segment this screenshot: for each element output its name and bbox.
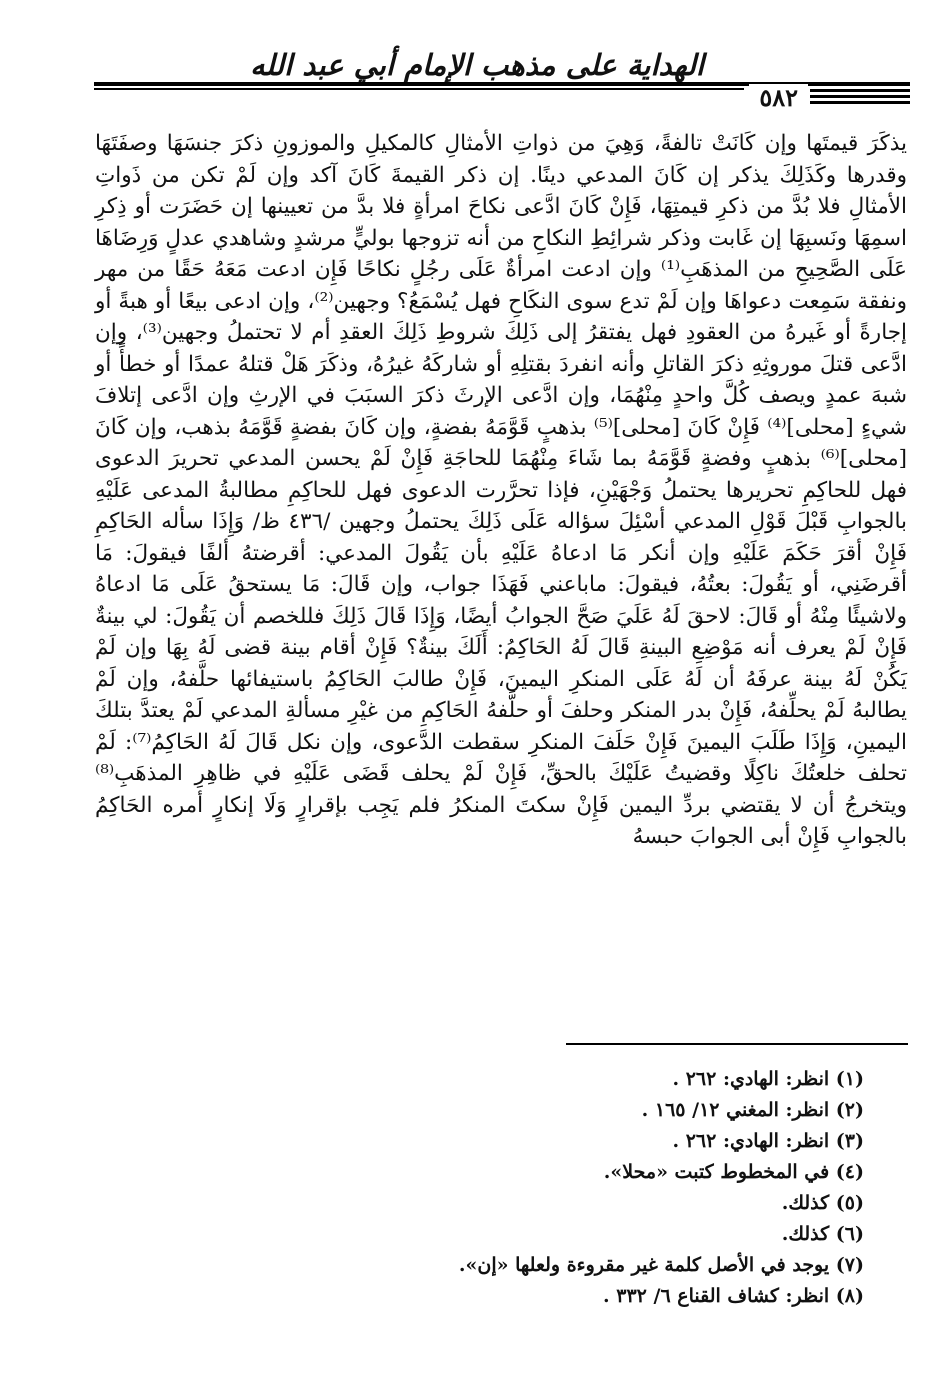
body-paragraph: يذكَرَ قيمتَها وإن كَانَتْ تالفةً، وَهِيَ من ذواتِ الأمثالِ كالمكيلِ والموزونِ ذكرَ جنسَهَا وصفَتَهَا وقدرها وكَذَلِكَ يذكر إن كَانَ المدعي دينًا. إن ذكر القيمةَ كَانَ آكد وإن لَمْ تكن من ذَواتِ الأمثالِ فلا بُدَّ من ذكرِ قيمتِهَا، فَإِنْ كَانَ ادَّعى نكاحَ امرأةٍ فلا بدَّ من تعيينها إن حَضَرَت أو ذِكرِ اسمِهَا ونَسبِهَا إن غَابت وذكر شرائِطِ النكاحِ من أنه تزوجها بوليٍّ مرشدٍ وشاهدي عدلٍ وَرِضَاهَا عَلَى الصَّحِيحِ من المذهَبِ⁽¹⁾ وإن ادعت امرأةٌ عَلَى رجُلٍ نكاحًا فَإِن ادعت مَعَهُ حَقًا من مهر ونفقة سَمِعت دعواهَا وإن لَمْ تدع سوى النكَاحِ فهل يُسْمَعُ؟ وجهين⁽²⁾، وإن ادعى بيعًا أو هبةً أو إجارةً أو غَيرهُ من العقودِ فهل يفتقرُ إلى ذَلِكَ شروطِ ذَلِكَ العقدِ أم لا تحتملُ وجهين⁽³⁾، وإن ادَّعى قتلَ موروثِهِ ذكرَ القاتلِ وأنه انفردَ بقتلِهِ أو شاركَهُ غيرُهُ، وذكَرَ هَلْ قتلهُ عمدًا أو خطأً أو شبهَ عمدٍ ويصف كُلَّ واحدٍ مِنْهُمَا، وإن ادَّعى الإرثَ ذكرَ السبَبَ في الإرثِ وإن ادَّعى إتلافَ شيءٍ [محلى]⁽⁴⁾ فَإِنْ كَانَ [محلى]⁽⁵⁾ بذهبٍ قَوَّمَهُ بفضةٍ، وإن كَانَ بفضةٍ قَوَّمَهُ بذهب، وإن كَانَ [محلى]⁽⁶⁾ بذهبٍ وفضةٍ قَوَّمَهُ بما شَاءَ مِنْهُمَا للحاجَةِ فَإِنْ لَمْ يحسن المدعي تحريرَ الدعوى فهل للحاكِمِ تحريرها يحتملُ وَجْهَيْنِ، فإذا تحرَّرت الدعوى فهل للحاكِمِ مطالبةُ المدعى عَلَيْهِ بالجوابِ قَبْلَ قَوْلِ المدعي أسْئِلَ سؤاله عَلَى ذَلِكَ يحتملُ وجهين /٤٣٦ ظ/ وَإِذَا سأله الحَاكِمِ فَإِنْ أقرَ حَكَمَ عَلَيْهِ وإن أنكر مَا ادعاهُ عَلَيْهِ بأن يَقُولَ المدعي: أقرضتهُ ألفًا فيقولَ: مَا أقرضَنِي، أو يَقُولَ: بعتُهُ، فيقولَ: ماباعني فَهَذَا جواب، وإن قَالَ: مَا يستحقُ عَلَى مَا ادعاهُ ولاشيئًا مِنْهُ أو قَالَ: لاحقَ لَهُ عَلَيَ صَحَّ الجوابُ أيضًا، وَإِذَا قَالَ ذَلِكَ فللخصم أن يَقُولَ: لي بينةٌ فَإِنْ لَمْ يعرف أنه مَوْضِعِ البينةِ قَالَ لَهُ الحَاكِمُ: أَلَكَ بينةٌ؟ فَإِنْ أقام بينة قضى لَهُ بِهَا وإن لَمْ يَكُنْ لَهُ بينة عرفَهُ أن لَهُ عَلَى المنكرِ اليمينَ، فَإِنْ طالبَ الحَاكِمُ باستيفائها حلَّفهُ، وإن لَمْ يطالبهُ لَمْ يحلِّفهُ، فَإِنْ بدر المنكر وحلفَ أو حلَّفهُ الحَاكِمِ من غيْرِ مسألةِ المدعي لَمْ يعتدَّ بتلكَ اليمينِ، وَإِذَا طَلَبَ اليمينَ فَإِنْ حَلَفَ المنكرِ سقطت الدَّعوى، وإن نكل قَالَ لَهُ الحَاكِمُ⁽⁷⁾: لَمْ تحلف خلعتُكَ ناكِلًا وقضيتُ عَلَيْكَ بالحقِّ، فَإِنْ لَمْ يحلف قَضَى عَلَيْهِ في ظاهِرِ المذهَبِ⁽⁸⁾ ويتخرجُ أن لا يقتضي بردِّ اليمين فَإِنْ سكتَ المنكرُ فلم يَجِب بإقرارٍ وَلَا إنكارٍ أمره الحَاكِمُ بالجوابِ فَإِنْ أبى الجوابَ حبسهُ: [95, 131, 908, 849]
footnotes: [164, 1064, 864, 1312]
footnote-2: (٢) انظر: المغني ١٢/ ١٦٥ .: [641, 1099, 864, 1121]
page-number: ٥٨٢: [749, 84, 808, 112]
footnote-1: (١) انظر: الهادي: ٢٦٢ .: [672, 1068, 864, 1090]
footnote-8: (٨) انظر: كشاف القناع ٦/ ٣٣٢ .: [603, 1285, 864, 1307]
footnote-6: (٦) كذلك.: [781, 1223, 864, 1245]
running-title: الهداية على مذهب الإمام أبي عبد الله: [250, 48, 704, 82]
page-number-ornament: [810, 89, 910, 107]
footnote-4: (٤) في المخطوط كتبت «محلا».: [603, 1161, 864, 1183]
footnote-5: (٥) كذلك.: [781, 1192, 864, 1214]
footnote-3: (٣) انظر: الهادي: ٢٦٢ .: [672, 1130, 864, 1152]
page-number-wrap: [0, 84, 808, 112]
main-text: [95, 128, 907, 853]
footnote-7: (٧) يوجد في الأصل كلمة غير مقروءة ولعلها «إن».: [458, 1254, 864, 1276]
footnote-separator: [566, 1043, 908, 1045]
